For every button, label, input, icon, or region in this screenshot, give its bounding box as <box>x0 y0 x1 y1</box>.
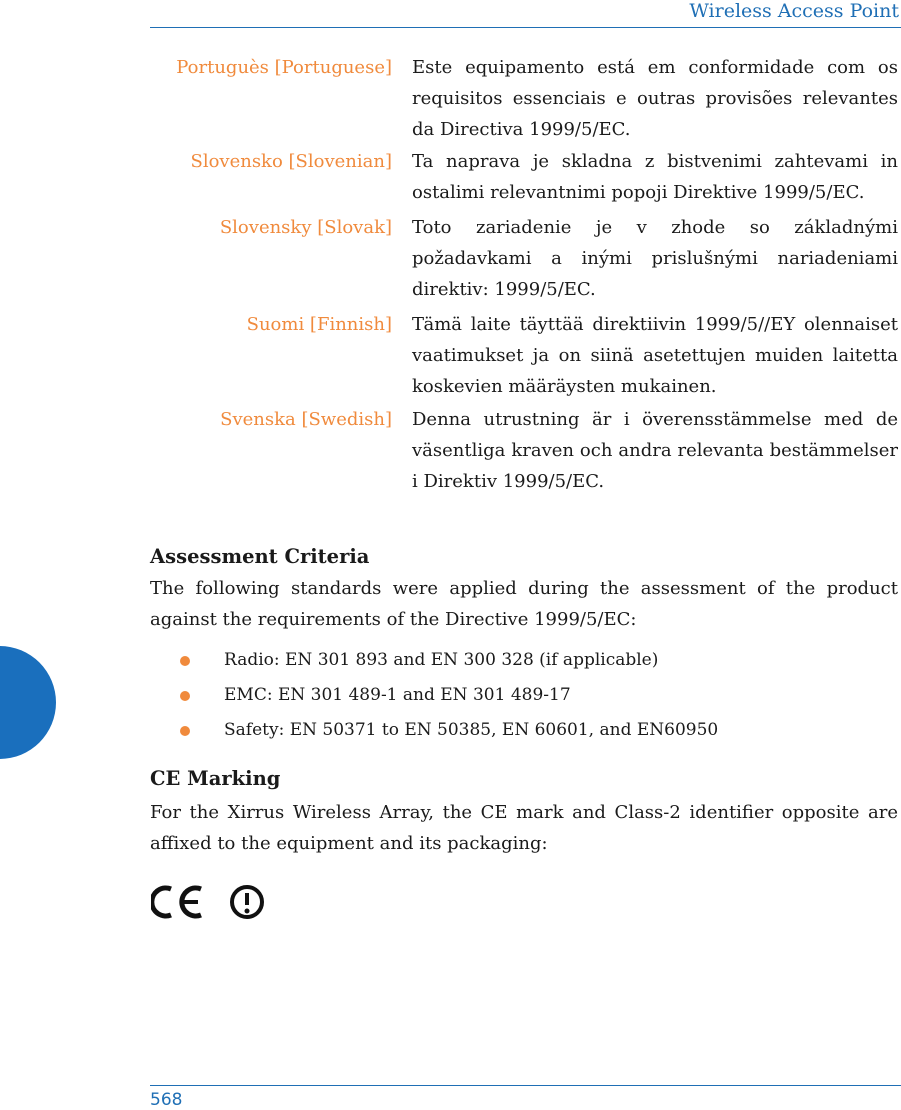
language-statement: Toto zariadenie je v zhode so základnými požadavkami a inými prislušnými nariadeniami direktiv: 1999/5/EC. <box>412 217 898 300</box>
bullet-icon <box>180 656 190 666</box>
bullet-icon <box>180 691 190 701</box>
language-statement: Denna utrustning är i överensstämmelse med de väsentliga kraven och andra relevanta bestämmelser i Direktiv 1999/5/EC. <box>412 409 898 492</box>
bullet-icon <box>180 726 190 736</box>
list-item-text: Safety: EN 50371 to EN 50385, EN 60601, and EN60950 <box>224 720 719 740</box>
language-name: Svenska [Swedish] <box>220 409 392 430</box>
language-name: Slovensko [Slovenian] <box>190 151 392 172</box>
assessment-heading: Assessment Criteria <box>150 545 370 568</box>
ce-marking-text: For the Xirrus Wireless Array, the CE mark and Class-2 identifier opposite are affixed to the equipment and its packaging: <box>150 802 898 854</box>
list-item <box>150 645 898 680</box>
language-name: Portuguès [Portuguese] <box>176 57 392 78</box>
ce-marks <box>151 884 271 928</box>
language-statement: Este equipamento está em conformidade com os requisitos essenciais e outras provisões relevantes da Directiva 1999/5/EC. <box>412 57 898 140</box>
language-name: Suomi [Finnish] <box>246 314 392 335</box>
chapter-tab <box>0 646 56 759</box>
page-number: 568 <box>150 1090 183 1110</box>
list-item-text: Radio: EN 301 893 and EN 300 328 (if applicable) <box>224 650 659 670</box>
footer-divider <box>150 1085 901 1086</box>
list-item <box>150 680 898 715</box>
list-item-text: EMC: EN 301 489-1 and EN 301 489-17 <box>224 685 571 705</box>
list-item <box>150 715 898 750</box>
assessment-intro: The following standards were applied during the assessment of the product against the requirements of the Directive 1999/5/EC: <box>150 578 898 630</box>
header-divider <box>150 27 901 28</box>
page-header-title: Wireless Access Point <box>689 0 899 22</box>
ce-mark-icon <box>151 884 271 924</box>
language-name: Slovensky [Slovak] <box>219 217 392 238</box>
ce-marking-heading: CE Marking <box>150 767 281 790</box>
language-statement: Ta naprava je skladna z bistvenimi zahtevami in ostalimi relevantnimi popoji Direktive 1999/5/EC. <box>412 151 898 203</box>
language-statement: Tämä laite täyttää direktiivin 1999/5//EY olennaiset vaatimukset ja on siinä asetettujen muiden laitetta koskevien määräysten mukainen. <box>412 314 898 397</box>
standards-list <box>150 645 898 750</box>
